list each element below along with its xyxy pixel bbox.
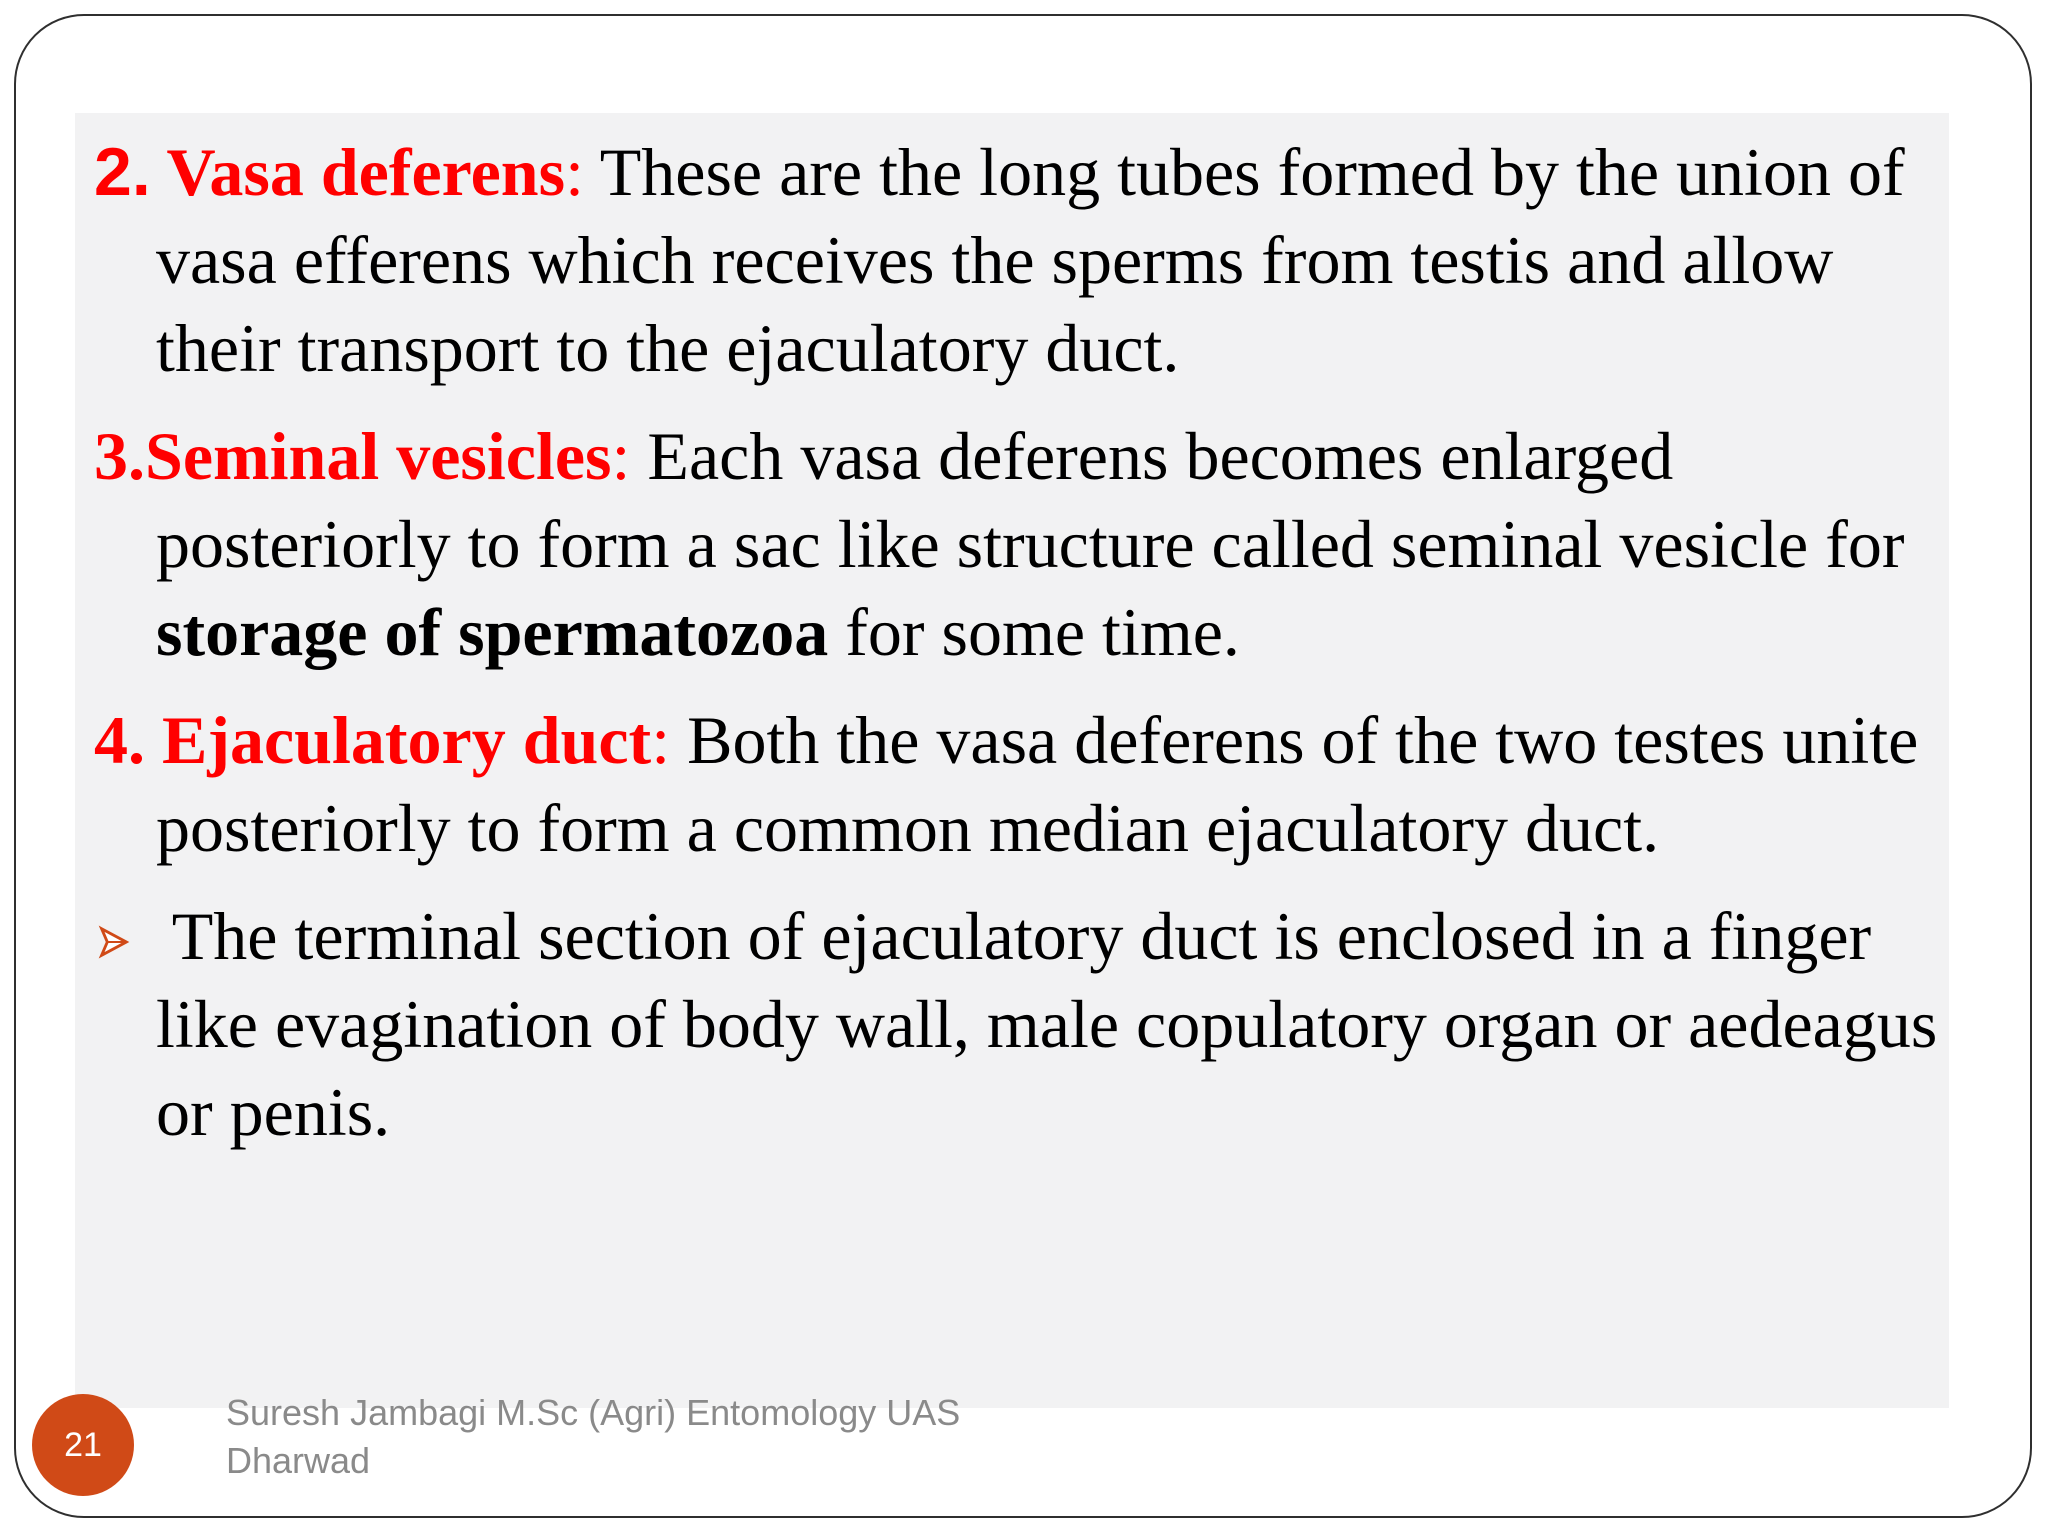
item-vasa-deferens (94, 128, 1954, 392)
item-ejaculatory-duct (94, 696, 1954, 872)
page-number-badge (32, 1394, 134, 1496)
item-number: 4. (94, 702, 145, 778)
item-description: These are the long tubes formed by the union of vasa efferens which receives the sperms from testis and allow their transport to the ejaculatory duct. (156, 134, 1905, 386)
item-colon: : (565, 134, 584, 210)
bullet-text: The terminal section of ejaculatory duct is enclosed in a finger like evagination of body wall, male copulatory organ or aedeagus or penis. (156, 898, 1938, 1150)
item-heading: Vasa deferens (150, 134, 566, 210)
footer-line-1: Suresh Jambagi M.Sc (Agri) Entomology UAS (226, 1392, 961, 1433)
item-emphasis: storage of spermatozoa (156, 594, 829, 670)
arrowhead-bullet-icon (94, 892, 156, 980)
item-seminal-vesicles (94, 412, 1954, 676)
item-description-end: for some time. (828, 594, 1240, 670)
item-description: Each vasa deferens becomes enlarged posteriorly to form a sac like structure called seminal vesicle for (156, 418, 1905, 582)
footer-line-2: Dharwad (226, 1440, 371, 1481)
bullet-item-terminal-section (94, 892, 1954, 1156)
item-number: 2. (94, 134, 151, 210)
page-number: 21 (64, 1425, 102, 1464)
item-colon: : (611, 418, 631, 494)
item-heading: Seminal vesicles (145, 418, 612, 494)
item-heading: Ejaculatory duct (145, 702, 652, 778)
item-description: Both the vasa deferens of the two testes unite posteriorly to form a common median ejaculatory duct. (156, 702, 1919, 866)
item-colon: : (651, 702, 671, 778)
item-number: 3. (94, 418, 145, 494)
footer-credit (226, 1389, 1126, 1485)
slide-body (94, 128, 1954, 1156)
